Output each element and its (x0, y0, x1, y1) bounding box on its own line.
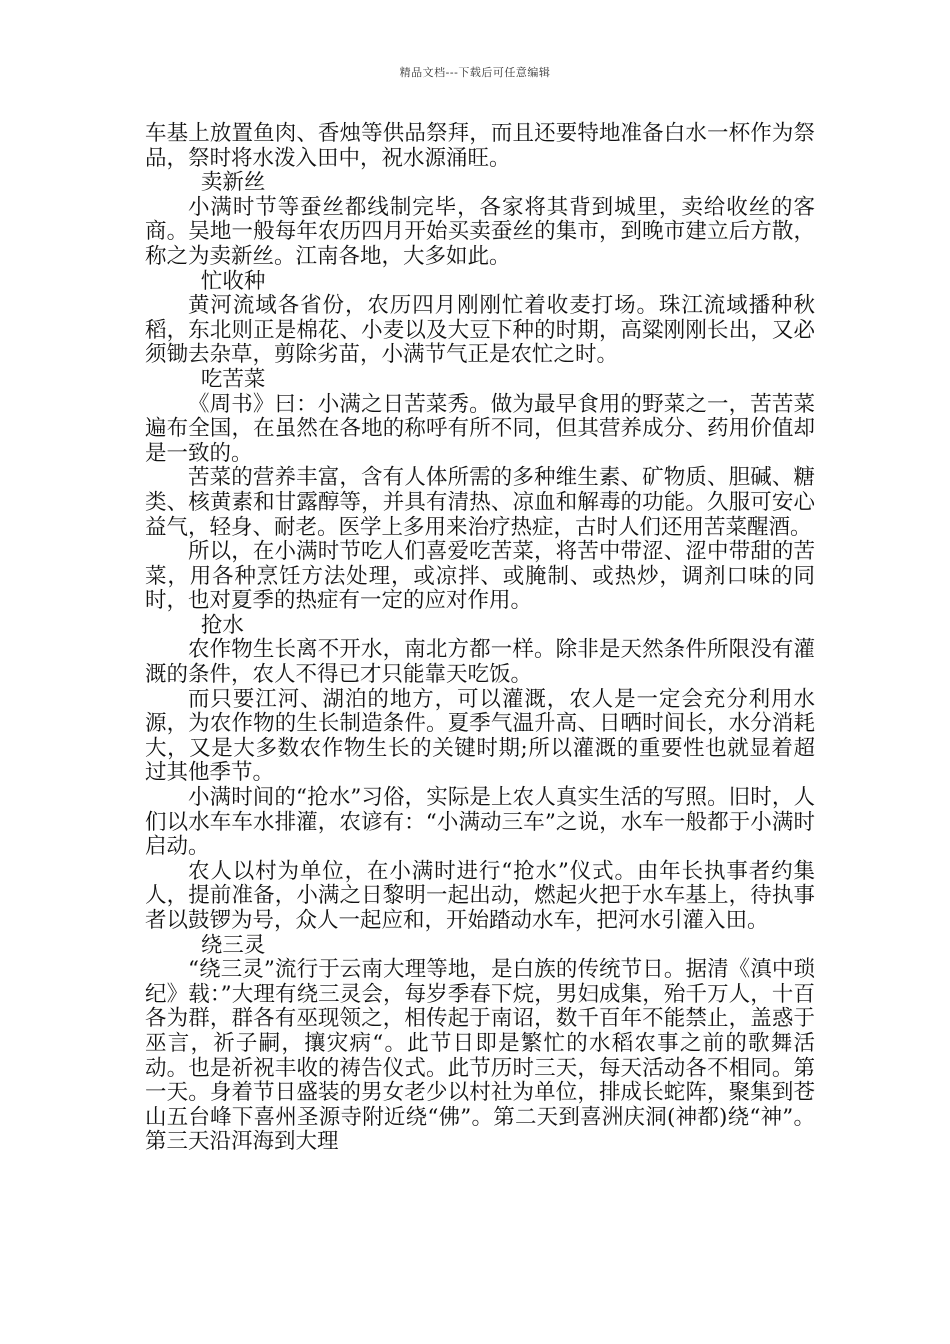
paragraph: 苦菜的营养丰富，含有人体所需的多种维生素、矿物质、胆碱、糖类、核黄素和甘露醇等，并具有清热、凉血和解毒的功能。久服可安心益气，轻身、耐老。医学上多用来治疗热症，古时人们还用苦菜醒酒。 (145, 465, 815, 540)
section-heading: 卖新丝 (200, 170, 266, 196)
paragraph: 小满时间的“抢水”习俗，实际是上农人真实生活的写照。旧时，人们以水车车水排灌，农谚有：“小满动三车”之说，水车一般都于小满时启动。 (145, 785, 815, 860)
section-heading: 吃苦菜 (200, 366, 266, 392)
section-heading: 绕三灵 (200, 932, 266, 958)
page-header: 精品文档---下载后可任意编辑 (399, 66, 551, 79)
paragraph: 《周书》曰：小满之日苦菜秀。做为最早食用的野菜之一，苦苦菜遍布全国，在虽然在各地的称呼有所不同，但其营养成分、药用价值却是一致的。 (145, 391, 815, 466)
section-heading: 抢水 (200, 612, 244, 638)
paragraph: 农作物生长离不开水，南北方都一样。除非是天然条件所限没有灌溉的条件，农人不得已才只能靠天吃饭。 (145, 637, 815, 688)
section-heading: 忙收种 (200, 268, 266, 294)
paragraph: “绕三灵”流行于云南大理等地，是白族的传统节日。据清《滇中琐纪》载：”大理有绕三灵会，每岁季春下烷，男妇成集，殆千万人，十百各为群，群各有巫现领之，相传起于南诏，数千百年不能禁止，盖惑于巫言，祈子嗣，攘灾病“。此节日即是繁忙的水稻农事之前的歌舞活动。也是祈祝丰收的祷告仪式。此节历时三天，每天活动各不相同。第一天。身着节日盛装的男女老少以村社为单位，排成长蛇阵，聚集到苍山五台峰下喜州圣源寺附近绕“佛”。第二天到喜洲庆洞(神都)绕“神”。第三天沿洱海到大理 (145, 957, 815, 1155)
paragraph: 所以，在小满时节吃人们喜爱吃苦菜，将苦中带涩、涩中带甜的苦菜，用各种烹饪方法处理，或凉拌、或腌制、或热炒，调剂口味的同时，也对夏季的热症有一定的应对作用。 (145, 539, 815, 614)
paragraph: 而只要江河、湖泊的地方，可以灌溉，农人是一定会充分利用水源，为农作物的生长制造条件。夏季气温升高、日晒时间长，水分消耗大，又是大多数农作物生长的关键时期;所以灌溉的重要性也就显着超过其他季节。 (145, 686, 815, 786)
paragraph: 小满时节等蚕丝都线制完毕，各家将其背到城里，卖给收丝的客商。吴地一般每年农历四月开始买卖蚕丝的集市，到晚市建立后方散，称之为卖新丝。江南各地，大多如此。 (145, 194, 815, 269)
paragraph: 车基上放置鱼肉、香烛等供品祭拜，而且还要特地准备白水一杯作为祭品，祭时将水泼入田中，祝水源涌旺。 (145, 121, 815, 171)
document-body (145, 122, 815, 1155)
paragraph: 黄河流域各省份，农历四月刚刚忙着收麦打场。珠江流域播种秋稻，东北则正是棉花、小麦以及大豆下种的时期，高粱刚刚长出，又必须锄去杂草，剪除劣苗，小满节气正是农忙之时。 (145, 293, 815, 368)
paragraph: 农人以村为单位，在小满时进行“抢水”仪式。由年长执事者约集人，提前准备，小满之日黎明一起出动，燃起火把于水车基上，待执事者以鼓锣为号，众人一起应和，开始踏动水车，把河水引灌入田。 (145, 858, 815, 933)
